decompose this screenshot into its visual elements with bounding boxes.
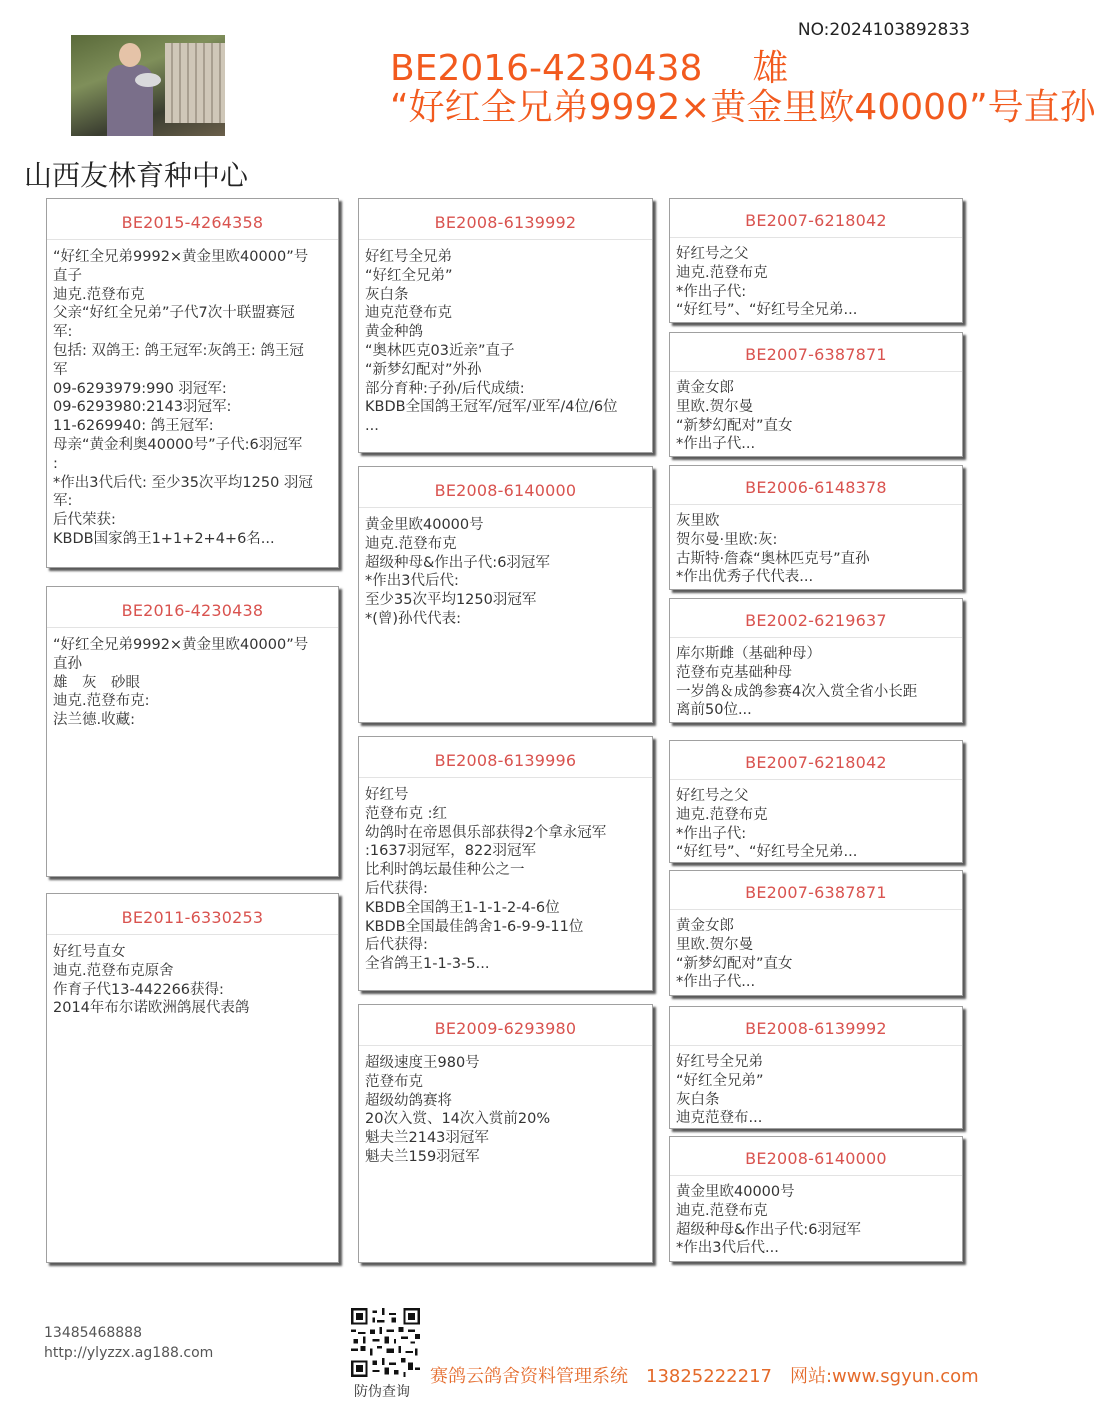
card-description: 库尔斯雌（基础种母） 范登布克基础种母 一岁鸽＆成鸽参赛4次入赏全省小长距 离前50位...: [676, 646, 918, 719]
card-divider: [47, 239, 338, 240]
ring-number: BE2007-6218042: [745, 211, 887, 230]
pedigree-card-great-grandparent-4[interactable]: [669, 598, 963, 723]
system-hotline: 13825222217: [646, 1366, 772, 1387]
card-divider: [670, 1175, 962, 1176]
card-divider: [670, 1045, 962, 1046]
card-divider: [670, 637, 962, 638]
ring-number: BE2006-6148378: [745, 478, 887, 497]
pedigree-card-great-grandparent-8[interactable]: [669, 1136, 963, 1262]
card-divider: [359, 239, 652, 240]
card-divider: [670, 779, 962, 780]
pedigree-card-self[interactable]: [46, 586, 339, 877]
ring-number: BE2008-6139992: [434, 213, 577, 232]
pedigree-card-dam-dam[interactable]: [358, 1004, 653, 1263]
card-divider: [359, 777, 652, 778]
pedigree-card-great-grandparent-6[interactable]: [669, 870, 963, 996]
card-divider: [359, 507, 652, 508]
ring-number: BE2016-4230438: [121, 601, 264, 620]
pedigree-card-great-grandparent-3[interactable]: [669, 465, 963, 590]
card-description: 黄金里欧40000号 迪克.范登布克 超级种母&作出子代:6羽冠军 *作出3代后代: 至少35次平均1250羽冠军 *(曾)孙代代表:: [365, 517, 550, 627]
photo-person-head: [119, 43, 141, 67]
card-description: 黄金女郎 里欧.贺尔曼 “新梦幻配对”直女 *作出子代...: [676, 380, 793, 453]
card-description: 超级速度王980号 范登布克 超级幼鸽赛将 20次入赏、14次入赏前20% 魁夫兰2143羽冠军 魁夫兰159羽冠军: [365, 1055, 551, 1165]
pigeon-sex: 雄: [752, 48, 789, 89]
ring-number: BE2009-6293980: [434, 1019, 577, 1038]
card-description: 好红号全兄弟 “好红全兄弟” 灰白条 迪克范登布...: [676, 1054, 764, 1127]
card-divider: [670, 909, 962, 910]
document-number: NO:2024103892833: [797, 20, 970, 40]
system-name: 赛鸽云鸽舍资料管理系统: [430, 1366, 628, 1387]
ring-number: BE2008-6140000: [745, 1149, 887, 1168]
pigeon-name: “好红全兄弟9992×黄金里欧40000”号直孙: [390, 87, 1096, 128]
pedigree-card-great-grandparent-2[interactable]: [669, 332, 963, 457]
system-website[interactable]: 网站:www.sgyun.com: [789, 1366, 979, 1387]
photo-loft: [165, 43, 225, 123]
card-description: “好红全兄弟9992×黄金里欧40000”号 直子 迪克.范登布克 父亲“好红全兄弟”子代7次十联盟赛冠 军: 包括: 双鸽王: 鸽王冠军:灰鸽王: 鸽王冠 军 09-6293979:990 羽冠军: 09-6293980:2143羽冠军: 11-6269940: 鸽王冠军: 母亲“黄金利奥40000号”子代:6羽冠军 : *作出3代后代: 至少35次平均1250 羽冠 军: 后代荣获: KBDB国家鸽王1+1+2+4+6名...: [53, 249, 313, 547]
pedigree-card-great-grandparent-7[interactable]: [669, 1006, 963, 1129]
card-description: 黄金女郎 里欧.贺尔曼 “新梦幻配对”直女 *作出子代...: [676, 918, 793, 991]
ring-number: BE2007-6218042: [745, 753, 887, 772]
ring-number: BE2015-4264358: [121, 213, 264, 232]
card-description: 好红号 范登布克 :红 幼鸽时在帝恩俱乐部获得2个拿永冠军 :1637羽冠军，822羽冠军 比利时鸽坛最佳种公之一 后代获得: KBDB全国鸽王1-1-1-2-4-6位 KBDB全国最佳鸽舍1-6-9-9-11位 后代获得: 全省鸽王1-1-3-5...: [365, 787, 607, 973]
card-divider: [670, 237, 962, 238]
card-description: 好红号全兄弟 “好红全兄弟” 灰白条 迪克范登布克 黄金种鸽 “奥林匹克03近亲”直子 “新梦幻配对”外孙 部分育种:子孙/后代成绩: KBDB全国鸽王冠军/冠军/亚军/4位/6位 ...: [365, 249, 618, 435]
card-description: 好红号之父 迪克.范登布克 *作出子代: “好红号”、“好红号全兄弟...: [676, 246, 858, 319]
qr-code-icon[interactable]: [351, 1308, 420, 1377]
card-description: 灰里欧 贺尔曼·里欧:灰: 古斯特·詹森“奥林匹克号”直孙 *作出优秀子代代表...: [676, 513, 870, 586]
ring-number: BE2007-6387871: [745, 883, 887, 902]
footer-system-info: [430, 1362, 997, 1388]
organization-name: 山西友林育种中心: [24, 159, 249, 192]
ring-number: BE2008-6139996: [434, 751, 577, 770]
ring-number: BE2008-6139992: [745, 1019, 887, 1038]
qr-caption: 防伪查询: [354, 1384, 410, 1400]
pigeon-ring: BE2016-4230438: [390, 48, 703, 89]
pedigree-card-sire[interactable]: [46, 198, 339, 568]
card-divider: [670, 371, 962, 372]
ring-number: BE2007-6387871: [745, 345, 887, 364]
pedigree-card-great-grandparent-1[interactable]: [669, 198, 963, 323]
pedigree-card-sire-sire[interactable]: [358, 198, 653, 453]
ring-number: BE2002-6219637: [745, 611, 887, 630]
pedigree-card-dam[interactable]: [46, 893, 339, 1263]
ring-number: BE2008-6140000: [434, 481, 577, 500]
pedigree-card-great-grandparent-5[interactable]: [669, 740, 963, 863]
photo-pigeon: [135, 73, 161, 87]
owner-photo: [71, 35, 225, 136]
card-divider: [359, 1045, 652, 1046]
card-description: 黄金里欧40000号 迪克.范登布克 超级种母&作出子代:6羽冠军 *作出3代后代...: [676, 1184, 861, 1257]
pedigree-card-dam-sire[interactable]: [358, 736, 653, 991]
card-divider: [47, 627, 338, 628]
card-description: “好红全兄弟9992×黄金里欧40000”号 直孙 雄 灰 砂眼 迪克.范登布克: 法兰德.收藏:: [53, 637, 309, 729]
card-description: 好红号直女 迪克.范登布克原舍 作育子代13-442266获得: 2014年布尔诺欧洲鸽展代表鸽: [53, 944, 250, 1017]
card-description: 好红号之父 迪克.范登布克 *作出子代: “好红号”、“好红号全兄弟...: [676, 788, 858, 861]
pedigree-card-sire-dam[interactable]: [358, 466, 653, 723]
contact-url[interactable]: http://ylyzzx.ag188.com: [44, 1345, 214, 1361]
contact-phone: 13485468888: [44, 1325, 142, 1341]
ring-number: BE2011-6330253: [121, 908, 264, 927]
card-divider: [670, 504, 962, 505]
card-divider: [47, 934, 338, 935]
